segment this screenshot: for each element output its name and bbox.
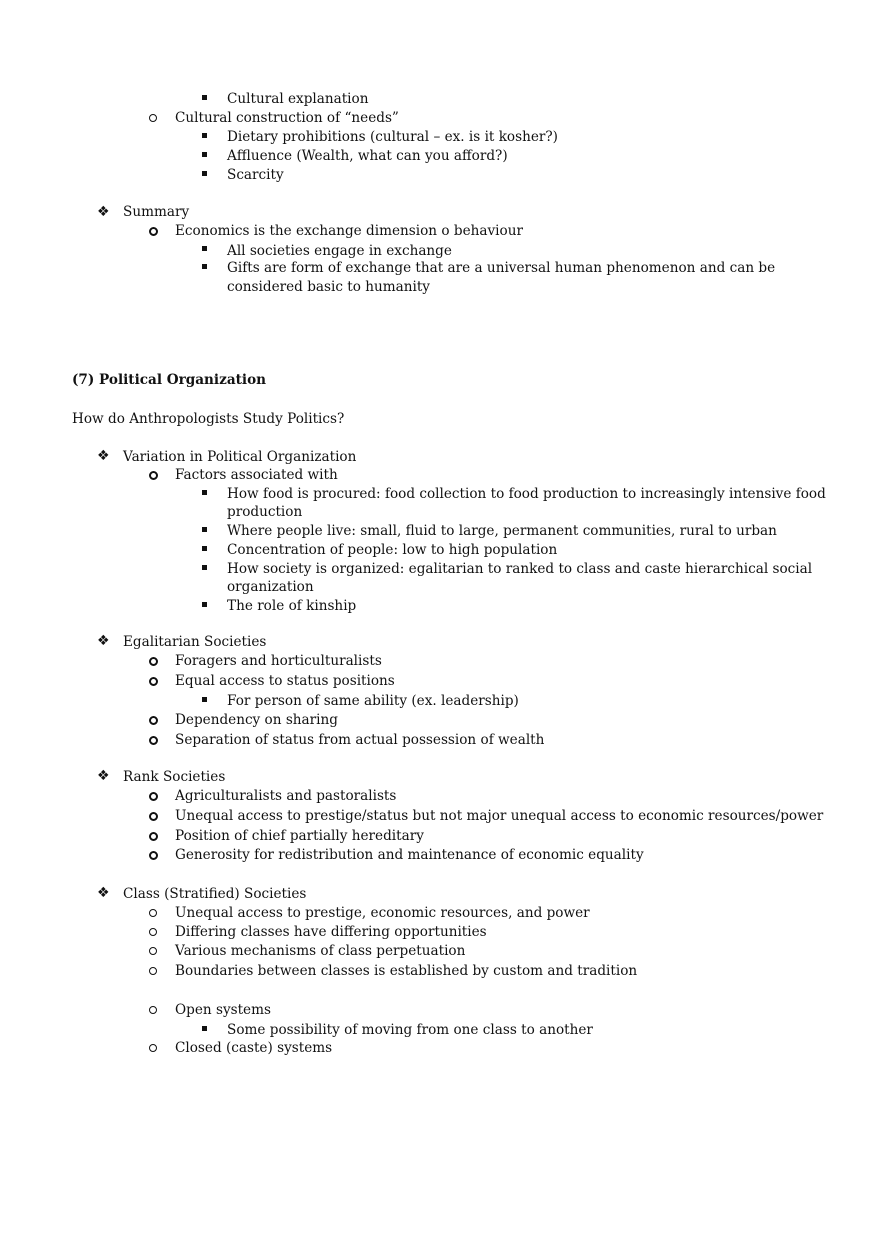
circle-bullet-icon (149, 1006, 157, 1014)
rank-label: Rank Societies (123, 769, 226, 785)
class-label: Class (Stratified) Societies (123, 886, 307, 902)
list-item-foragers: Foragers and horticulturalists (175, 653, 382, 669)
list-item-food-line1: How food is procured: food collection to food production to increasingly intensive food (227, 486, 826, 502)
circle-bullet-icon (149, 947, 157, 955)
square-bullet-icon (202, 133, 207, 138)
square-bullet-icon (202, 602, 207, 607)
list-item-cultural-construction: Cultural construction of “needs” (175, 110, 399, 126)
square-bullet-icon (202, 527, 207, 532)
circle-bullet-icon (149, 928, 157, 936)
list-item-gifts-line1: Gifts are form of exchange that are a universal human phenomenon and can be (227, 260, 776, 276)
list-item-generosity: Generosity for redistribution and maintenance of economic equality (175, 847, 644, 863)
list-item-affluence: Affluence (Wealth, what can you afford?) (227, 148, 508, 164)
egalitarian-label: Egalitarian Societies (123, 634, 267, 650)
diamond-bullet-icon: ❖ (97, 633, 110, 649)
section-heading: (7) Political Organization (72, 372, 267, 388)
diamond-bullet-icon: ❖ (97, 448, 110, 464)
circle-bullet-icon (149, 677, 158, 686)
list-item-food-line2: production (227, 504, 303, 520)
list-item-mechanisms: Various mechanisms of class perpetuation (175, 943, 466, 959)
square-bullet-icon (202, 546, 207, 551)
list-item-economics: Economics is the exchange dimension o behaviour (175, 223, 523, 239)
circle-bullet-icon (149, 657, 158, 666)
square-bullet-icon (202, 490, 207, 495)
list-item-equal-access: Equal access to status positions (175, 673, 395, 689)
list-item-all-societies: All societies engage in exchange (227, 243, 452, 259)
square-bullet-icon (202, 246, 207, 251)
square-bullet-icon (202, 565, 207, 570)
list-item-dependency: Dependency on sharing (175, 712, 338, 728)
list-item-cultural-explanation: Cultural explanation (227, 91, 369, 107)
list-item-boundaries: Boundaries between classes is established by custom and tradition (175, 963, 638, 979)
diamond-bullet-icon: ❖ (97, 204, 110, 220)
list-item-scarcity: Scarcity (227, 167, 284, 183)
circle-bullet-icon (149, 967, 157, 975)
list-item-separation: Separation of status from actual possession of wealth (175, 732, 545, 748)
list-item-dietary: Dietary prohibitions (cultural – ex. is it kosher?) (227, 129, 558, 145)
summary-label: Summary (123, 204, 190, 220)
square-bullet-icon (202, 95, 207, 100)
list-item-class-unequal: Unequal access to prestige, economic resources, and power (175, 905, 590, 921)
circle-bullet-icon (149, 832, 158, 841)
variation-label: Variation in Political Organization (123, 449, 357, 465)
list-item-unequal-prestige: Unequal access to prestige/status but not major unequal access to economic resources/power (175, 808, 824, 824)
square-bullet-icon (202, 171, 207, 176)
list-item-open-systems: Open systems (175, 1002, 271, 1018)
list-item-society-line1: How society is organized: egalitarian to ranked to class and caste hierarchical social (227, 561, 813, 577)
circle-bullet-icon (149, 114, 157, 122)
list-item-closed-systems: Closed (caste) systems (175, 1040, 333, 1056)
list-item-possibility: Some possibility of moving from one class to another (227, 1022, 593, 1038)
circle-bullet-icon (149, 909, 157, 917)
list-item-society-line2: organization (227, 579, 314, 595)
section-question: How do Anthropologists Study Politics? (72, 411, 345, 427)
square-bullet-icon (202, 697, 207, 702)
circle-bullet-icon (149, 792, 158, 801)
diamond-bullet-icon: ❖ (97, 885, 110, 901)
square-bullet-icon (202, 1026, 207, 1031)
list-item-kinship: The role of kinship (227, 598, 357, 614)
list-item-concentration: Concentration of people: low to high population (227, 542, 558, 558)
list-item-agriculturalists: Agriculturalists and pastoralists (175, 788, 397, 804)
list-item-differing: Differing classes have differing opportunities (175, 924, 487, 940)
circle-bullet-icon (149, 736, 158, 745)
circle-bullet-icon (149, 716, 158, 725)
list-item-where: Where people live: small, fluid to large, permanent communities, rural to urban (227, 523, 777, 539)
list-item-factors: Factors associated with (175, 467, 338, 483)
list-item-chief: Position of chief partially hereditary (175, 828, 424, 844)
list-item-for-person: For person of same ability (ex. leadership) (227, 693, 519, 709)
circle-bullet-icon (149, 471, 158, 480)
circle-bullet-icon (149, 812, 158, 821)
circle-bullet-icon (149, 851, 158, 860)
square-bullet-icon (202, 152, 207, 157)
list-item-gifts-line2: considered basic to humanity (227, 279, 430, 295)
diamond-bullet-icon: ❖ (97, 768, 110, 784)
square-bullet-icon (202, 264, 207, 269)
circle-bullet-icon (149, 1044, 157, 1052)
circle-bullet-icon (149, 227, 158, 236)
